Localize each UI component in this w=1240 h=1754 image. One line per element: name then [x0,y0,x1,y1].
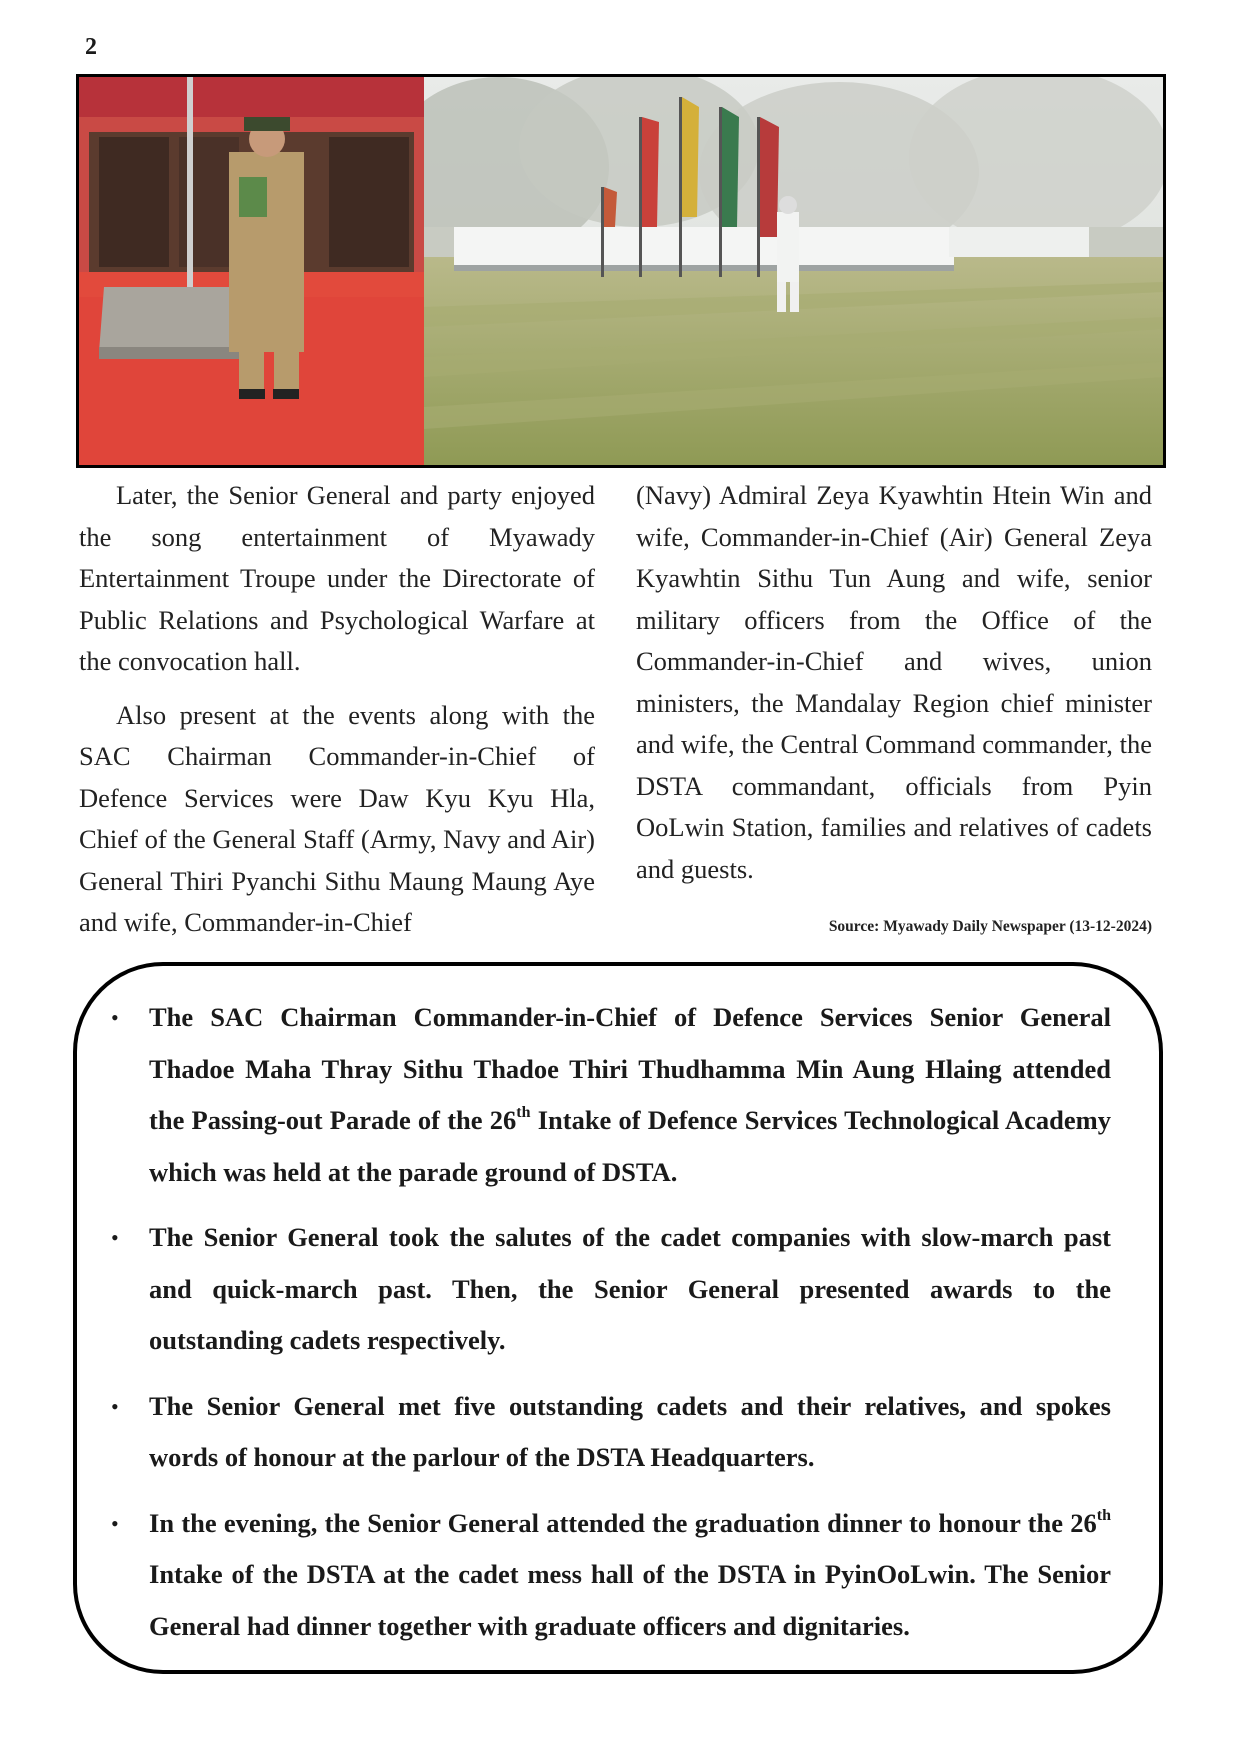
bullet-icon: • [111,1393,119,1419]
ordinal-suffix: th [516,1104,531,1121]
article-left-column [79,475,595,956]
bullet-icon: • [111,1510,119,1536]
article-paragraph: (Navy) Admiral Zeya Kyawhtin Htein Win and wife, Commander-in-Chief (Air) General Zeya Kyawhtin Sithu Tun Aung and wife, senior military officers from the Office of the Commander-in-Chief and wives, union ministers, the Mandalay Region chief minister and wife, the Central Command commander, the DSTA commandant, officials from Pyin OoLwin Station, families and relatives of cadets and guests. [636,480,1152,884]
summary-text: In the evening, the Senior General attended the graduation dinner to honour the 26 [149,1507,1097,1538]
summary-item [111,1212,1111,1367]
article-right-column [636,475,1152,902]
summary-box [73,962,1163,1674]
article-paragraph: Later, the Senior General and party enjoyed the song entertainment of Myawady Entertainment Troupe under the Directorate of Public Relations and Psychological Warfare at the convocation hall. [79,480,595,676]
summary-item [111,1381,1111,1484]
summary-item [111,1498,1111,1653]
parade-photo [76,74,1166,468]
summary-text: Intake of Defence Services Technological Academy which was held at the parade ground of DSTA. [149,1105,1111,1187]
article-paragraph: Also present at the events along with the SAC Chairman Commander-in-Chief of Defence Services were Daw Kyu Kyu Hla, Chief of the General Staff (Army, Navy and Air) General Thiri Pyanchi Sithu Maung Maung Aye and wife, Commander-in-Chief [79,699,595,937]
parade-photo-illustration [79,77,1163,465]
summary-item [111,992,1111,1198]
summary-text: The Senior General took the salutes of the cadet companies with slow-march past and quick-march past. Then, the Senior General presented awards to the outstanding cadets respectively. [149,1222,1111,1355]
page-number: 2 [85,34,97,60]
bullet-icon: • [111,1005,119,1030]
source-citation: Source: Myawady Daily Newspaper (13-12-2024) [828,918,1152,935]
ordinal-suffix: th [1096,1506,1111,1524]
bullet-icon: • [111,1225,119,1250]
summary-text: The SAC Chairman Commander-in-Chief of Defence Services Senior General Thadoe Maha Thray Sithu Thadoe Thiri Thudhamma Min Aung Hlaing attended the Passing-out Parade of the 26 [149,1002,1111,1135]
summary-text: Intake of the DSTA at the cadet mess hall of the DSTA in PyinOoLwin. The Senior General had dinner together with graduate officers and dignitaries. [149,1559,1111,1641]
summary-list [111,992,1111,1666]
summary-text: The Senior General met five outstanding cadets and their relatives, and spokes words of honour at the parlour of the DSTA Headquarters. [149,1390,1111,1472]
